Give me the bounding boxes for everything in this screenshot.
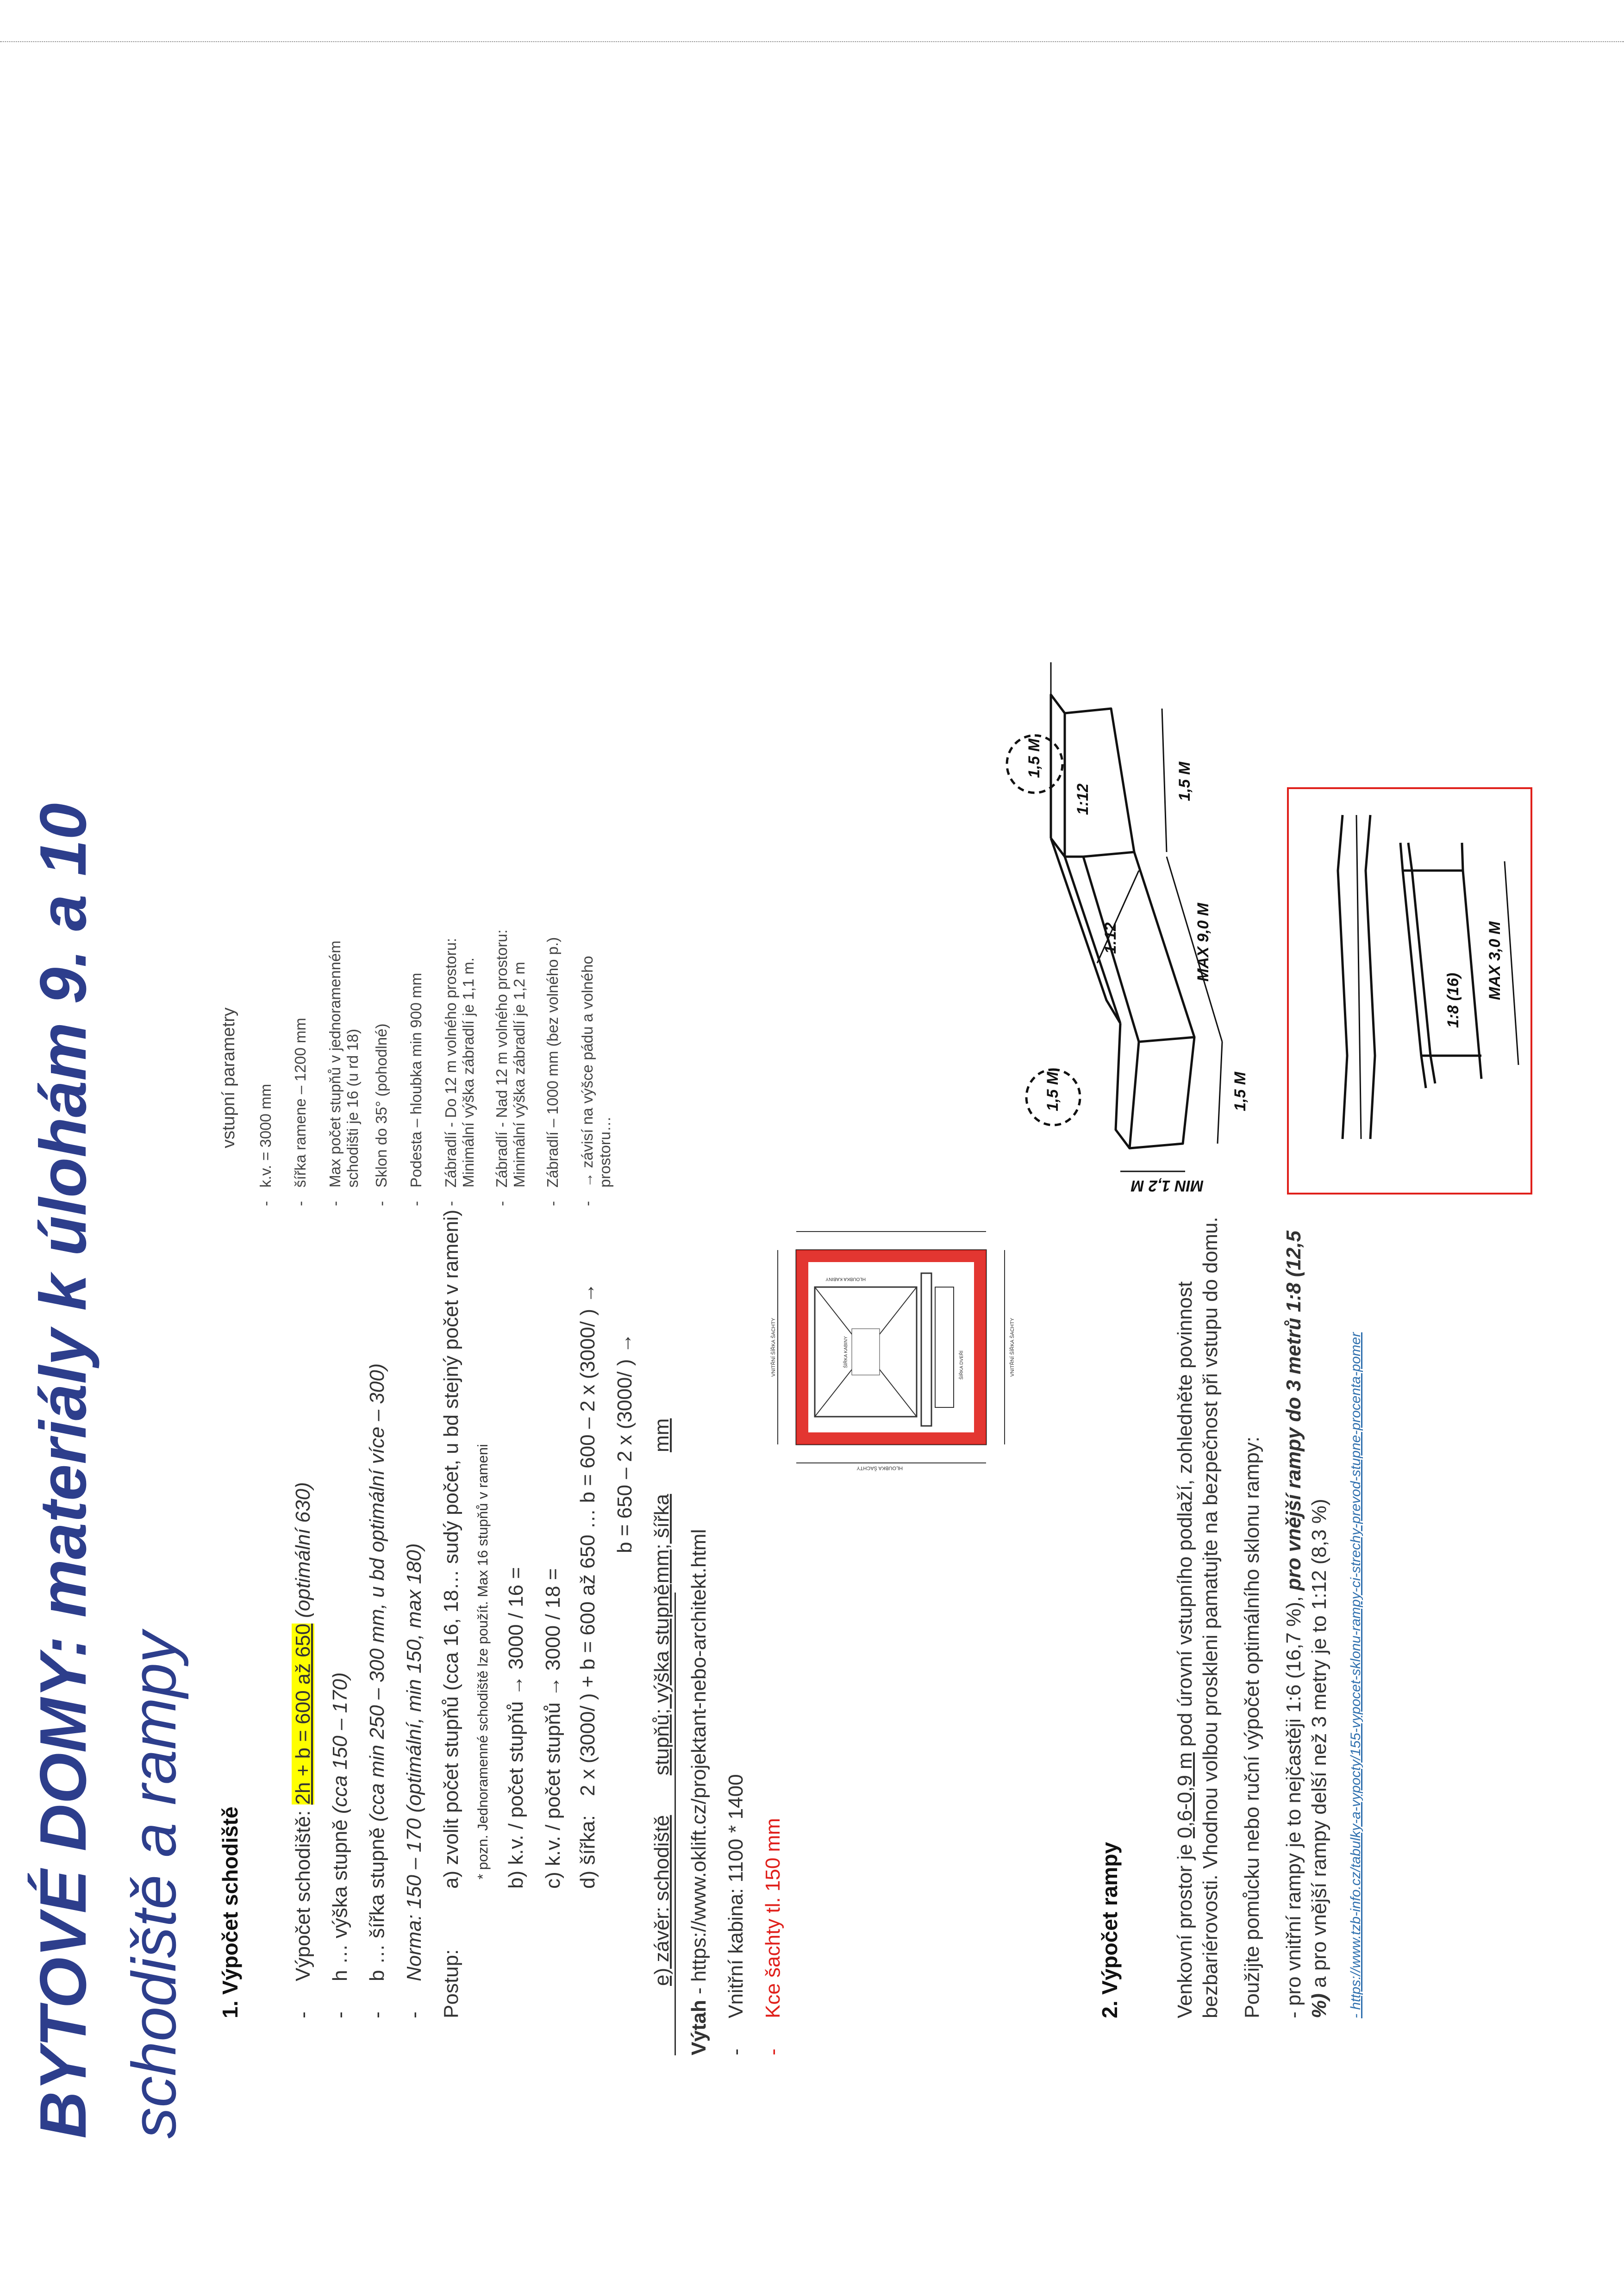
ramp-detail-sketch [1287,787,1532,1195]
detail-label: MAX 3,0 M [1486,921,1504,1000]
drawing-label: VNITŘNÍ ŠÍŘKA ŠACHTY [1010,1318,1015,1377]
section-2-heading: 2. Výpočet rampy [1098,1842,1122,2018]
ramp-para-2: Použijte pomůcku nebo ruční výpočet optimálního sklonu rampy: [1241,1436,1263,2018]
ramp-para-1b: bezbariérovosti. Vhodnou volbou proskleni pamatujte na bezpečnost při vstupu do domu. [1199,1217,1222,2018]
ramp-para-1: Venkovní prostor je 0,6-0,9 m pod úrovní vstupního podlaží, zohledněte povinnost [1174,1281,1196,2018]
h-line: -h … výška stupně (cca 150 – 170) [329,1672,351,2018]
param-item: - Zábradlí - Nad 12 m volného prostoru: Minimální výška zábradlí je 1,2 m [493,929,528,1206]
section-1-heading: 1. Výpočet schodiště [218,1806,242,2018]
drawing-label: ŠÍŘKA DVEŘÍ [959,1350,964,1380]
sketch-label: 1:12 [1074,783,1092,815]
param-item: - k.v. = 3000 mm [257,1083,274,1206]
page-edge-divider [0,41,1624,42]
param-item: - Max počet stupňů v jednoramenném schodišti je 16 (u rd 18) [326,940,361,1206]
sketch-label: 1,5 M [1176,761,1193,801]
page-title: BYTOVÉ DOMY: materiály k úlohám 9. a 10 [26,803,100,2139]
ramp-para-3: - pro vnitřní rampy je to nejčastěji 1:6 (16,7 %), pro vnější rampy do 3 metrů 1:8 (12,5 [1282,1231,1305,2018]
lift-shaft-drawing [764,1222,1023,1472]
step-e-mid: stupňů; výška stupně [650,1584,673,1775]
step-e-tail: mm; šířkamm [650,1418,673,1583]
formula-highlight: 2h + b = 600 až 650 [292,1624,314,1805]
calc-line: -Výpočet schodiště: 2h + b = 600 až 650 (optimální 630) [292,1482,314,2018]
step-e-label: e) závěr: schodiště [650,1815,673,1986]
step-d-1: 2 x (3000/ ) + b = 600 až 650 … b = 600 – 2 x (3000/ ) → [576,1282,599,1796]
postup-label: Postup: [440,1949,462,2018]
param-item: - Zábradlí - Do 12 m volného prostoru: Minimální výška zábradlí je 1,1 m. [442,938,477,1206]
ramp-para-3b: %) a pro vnější rampy delší než 3 metry je to 1:12 (8,3 %) [1308,1499,1330,2018]
step-e [650,1584,676,2055]
drawing-label: VNITŘNÍ ŠÍŘKA ŠACHTY [771,1318,776,1377]
sketch-label: 1,5 M [1231,1071,1249,1111]
sketch-label: MAX 9,0 M [1194,902,1212,982]
ramp-calc-link[interactable]: - https://www.tzb-info.cz/tabulky-a-vypocty/155-vypocet-sklonu-rampy-ci-strechy-prevod-stupne-procenta-pomer [1348,1332,1363,2018]
lift-cabin: -Vnitřní kabina: 1100 * 1400 [725,1774,747,2055]
drawing-label: ŠÍŘKA KABINY [843,1336,849,1368]
step-d-label: d) šířka: [576,1815,599,1889]
drawing-label: HLOUBKA ŠACHTY [856,1465,903,1471]
step-note: * pozn. Jednoramenné schodiště lze použít. Max 16 stupňů v rameni [475,1444,491,1879]
step-d-2: b = 650 – 2 x (3000/ ) → [613,1333,636,1553]
param-item: - Zábradlí – 1000 mm (bez volného p.) [544,937,561,1206]
drawing-label: HLOUBKA KABINY [825,1276,866,1282]
param-item: - → závisí na výšce pádu a volného prostoru… [579,956,613,1206]
sketch-label: 1,5 M [1025,738,1043,778]
page-subtitle: schodiště a rampy [119,1631,189,2139]
param-item: - Podesta – hloubka min 900 mm [407,972,425,1206]
step-b: b) k.v. / počet stupňů → 3000 / 16 = [505,1567,527,1889]
norma-line: -Norma: 150 – 170 (optimální, min 150, max 180) [403,1543,425,2018]
ramp-sketch [1000,593,1259,1241]
step-a: a) zvolit počet stupňů (cca 16, 18… sudý počet, u bd stejný počet v rameni) [440,1209,462,1889]
lift-line: Výtah - https://www.oklift.cz/projektant-nebo-architekt.html [687,1529,710,2055]
step-c: c) k.v. / počet stupňů → 3000 / 18 = [542,1568,564,1889]
sketch-label: 1:12 [1102,922,1119,954]
params-heading: vstupní parametry [219,1007,238,1148]
b-line: -b … šířka stupně (cca min 250 – 300 mm, u bd optimální více – 300) [366,1363,388,2018]
param-item: - Sklon do 35° (pohodlné) [373,1023,390,1206]
detail-label: 1:8 (16) [1444,972,1462,1028]
sketch-label: MIN 1,2 M [1131,1177,1204,1195]
sketch-label: 1,5 M [1044,1071,1062,1111]
param-item: - šířka ramene – 1200 mm [292,1018,309,1206]
lift-shaft: -Kce šachty tl. 150 mm [762,1818,784,2055]
